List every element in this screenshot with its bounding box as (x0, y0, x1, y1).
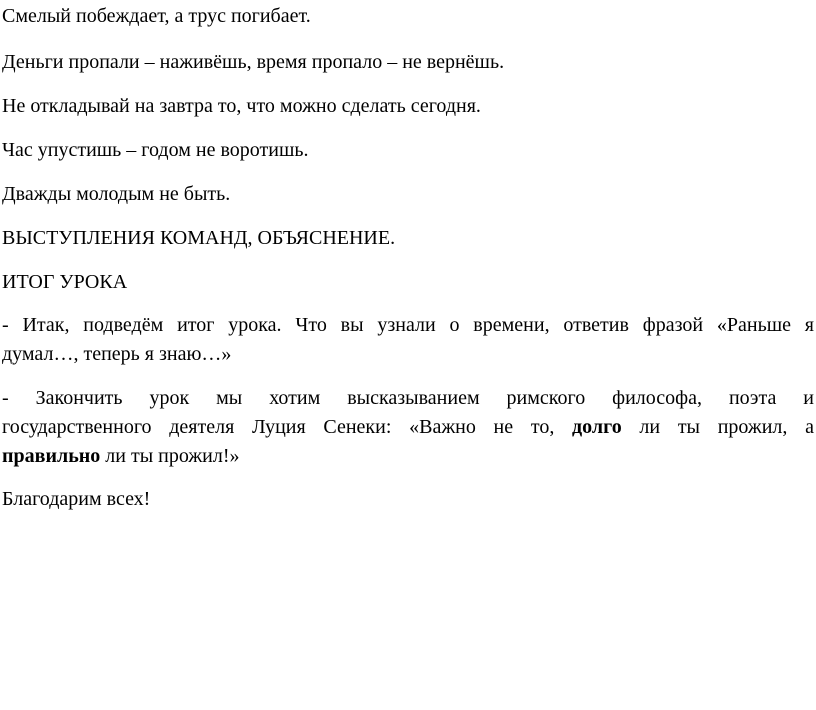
bold-emphasis-long: долго (572, 416, 622, 438)
bold-emphasis-right: правильно (2, 445, 101, 467)
section-heading-performances: ВЫСТУПЛЕНИЯ КОМАНД, ОБЪЯСНЕНИЕ. (2, 227, 396, 249)
paragraph-text: ли ты прожил!» (100, 445, 240, 467)
paragraph-line (2, 442, 814, 471)
proverb-line: Деньги пропали – наживёшь, время пропало – не вернёшь. (2, 51, 505, 73)
proverb-line: Час упустишь – годом не воротишь. (2, 139, 309, 161)
summary-paragraph (2, 311, 814, 369)
closing-paragraph (2, 384, 814, 471)
proverb-line: Дважды молодым не быть. (2, 183, 231, 205)
thanks-line: Благодарим всех! (2, 488, 151, 510)
paragraph-line (2, 413, 814, 442)
paragraph-text: государственного деятеля Луция Сенеки: «Важно не то, (2, 416, 573, 438)
proverb-line: Не откладывай на завтра то, что можно сделать сегодня. (2, 95, 481, 117)
paragraph-line: - Закончить урок мы хотим высказыванием римского философа, поэта и (2, 387, 814, 409)
proverb-line: Смелый побеждает, а трус погибает. (2, 5, 311, 27)
paragraph-line: думал…, теперь я знаю…» (2, 343, 232, 365)
paragraph-text: ли ты прожил, а (621, 416, 814, 438)
paragraph-line: - Итак, подведём итог урока. Что вы узнали о времени, ответив фразой «Раньше я (2, 314, 814, 336)
section-heading-summary: ИТОГ УРОКА (2, 271, 128, 293)
